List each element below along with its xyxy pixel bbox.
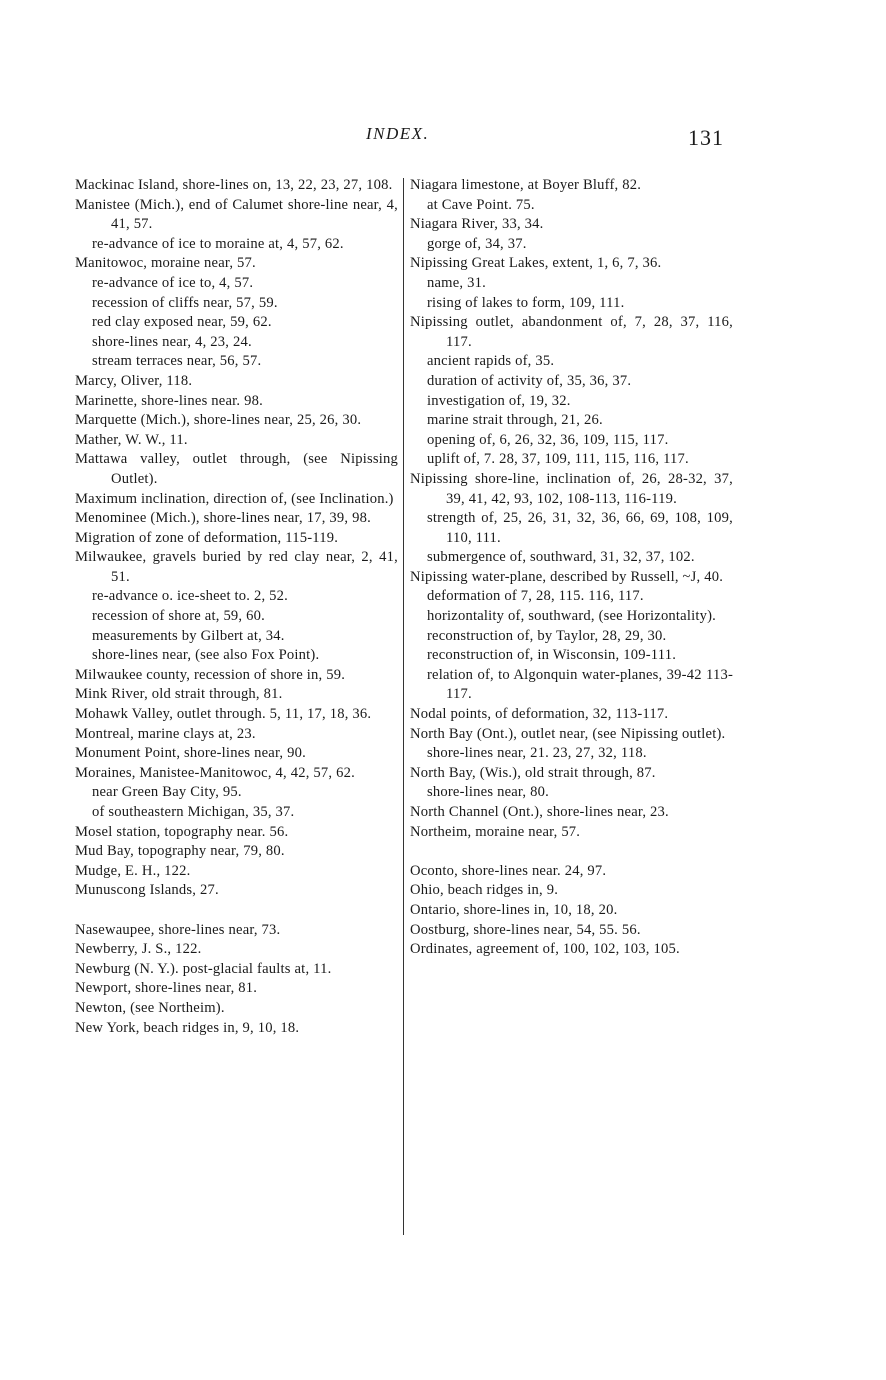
- index-subentry: duration of activity of, 35, 36, 37.: [427, 372, 632, 389]
- index-entry: Mosel station, topography near. 56.: [75, 823, 289, 840]
- index-subentry: stream terraces near, 56, 57.: [92, 353, 262, 370]
- index-entry: Nodal points, of deformation, 32, 113-117.: [410, 706, 669, 723]
- index-group-n: [75, 921, 398, 1039]
- index-subentry: investigation of, 19, 32.: [427, 392, 571, 409]
- index-subentry: re-advance of ice to, 4, 57.: [92, 274, 254, 291]
- index-entry: Ohio, beach ridges in, 9.: [410, 882, 559, 899]
- index-entry: Munuscong Islands, 27.: [75, 882, 219, 899]
- index-entry: Manitowoc, moraine near, 57.: [75, 255, 256, 272]
- index-entry: Mattawa valley, outlet through, (see Nipissing Outlet).: [75, 451, 398, 487]
- index-entry: Mackinac Island, shore-lines on, 13, 22, 23, 27, 108.: [75, 177, 393, 193]
- index-subentry: shore-lines near, 4, 23, 24.: [92, 333, 252, 350]
- group-spacer: [410, 842, 733, 862]
- index-entry: New York, beach ridges in, 9, 10, 18.: [75, 1019, 300, 1036]
- index-group-n-continued: [410, 176, 733, 842]
- index-subentry: marine strait through, 21, 26.: [427, 412, 603, 429]
- index-entry: Marinette, shore-lines near. 98.: [75, 392, 263, 409]
- index-subentry: recession of cliffs near, 57, 59.: [92, 294, 278, 311]
- index-entry: Mud Bay, topography near, 79, 80.: [75, 843, 285, 860]
- index-subentry: name, 31.: [427, 274, 486, 291]
- index-subentry: gorge of, 34, 37.: [427, 235, 527, 252]
- index-entry: Nipissing Great Lakes, extent, 1, 6, 7, 36.: [410, 255, 662, 272]
- index-entry: Marcy, Oliver, 118.: [75, 372, 193, 389]
- index-subentry: red clay exposed near, 59, 62.: [92, 314, 272, 331]
- index-entry: Newport, shore-lines near, 81.: [75, 980, 258, 997]
- index-subentry: relation of, to Algonquin water-planes, 39-42 113-117.: [427, 666, 733, 703]
- index-subentry: at Cave Point. 75.: [427, 196, 535, 213]
- index-entry: Northeim, moraine near, 57.: [410, 823, 581, 840]
- index-subentry: shore-lines near, 80.: [427, 784, 549, 801]
- index-entry: Nipissing outlet, abandonment of, 7, 28, 37, 116, 117.: [410, 314, 733, 350]
- index-entry: Moraines, Manistee-Manitowoc, 4, 42, 57, 62.: [75, 764, 355, 781]
- index-entry: North Bay (Ont.), outlet near, (see Nipissing outlet).: [410, 725, 726, 742]
- index-group-m: [75, 176, 398, 901]
- index-subentry: measurements by Gilbert at, 34.: [92, 627, 285, 644]
- index-group-o: [410, 862, 733, 960]
- index-subentry: horizontality of, southward, (see Horizontality).: [427, 608, 717, 625]
- index-subentry: shore-lines near, (see also Fox Point).: [92, 647, 320, 664]
- index-entry: Niagara River, 33, 34.: [410, 216, 544, 233]
- index-entry: Oostburg, shore-lines near, 54, 55. 56.: [410, 921, 641, 938]
- index-subentry: re-advance of ice to moraine at, 4, 57, 62.: [92, 235, 344, 252]
- index-subentry: submergence of, southward, 31, 32, 37, 102.: [427, 549, 695, 566]
- index-subentry: of southeastern Michigan, 35, 37.: [92, 804, 295, 820]
- index-entry: Montreal, marine clays at, 23.: [75, 725, 256, 742]
- index-entry: Ontario, shore-lines in, 10, 18, 20.: [410, 901, 618, 918]
- index-subentry: ancient rapids of, 35.: [427, 353, 555, 370]
- index-entry: Monument Point, shore-lines near, 90.: [75, 745, 306, 762]
- index-subentry: reconstruction of, in Wisconsin, 109-111.: [427, 647, 677, 664]
- page-header: [0, 124, 886, 156]
- index-entry: Newton, (see Northeim).: [75, 999, 225, 1016]
- index-subentry: near Green Bay City, 95.: [92, 784, 242, 801]
- index-entry: Mather, W. W., 11.: [75, 431, 188, 448]
- index-subentry: deformation of 7, 28, 115. 116, 117.: [427, 588, 644, 605]
- index-column-right: [410, 176, 733, 960]
- index-entry: Marquette (Mich.), shore-lines near, 25, 26, 30.: [75, 412, 362, 429]
- page-number: 131: [688, 125, 724, 150]
- column-divider: [403, 178, 404, 1235]
- index-entry: Newburg (N. Y.). post-glacial faults at, 11.: [75, 960, 332, 977]
- index-subentry: strength of, 25, 26, 31, 32, 36, 66, 69, 108, 109, 110, 111.: [427, 510, 733, 546]
- index-subentry: recession of shore at, 59, 60.: [92, 608, 265, 625]
- index-entry: Mohawk Valley, outlet through. 5, 11, 17, 18, 36.: [75, 706, 372, 723]
- index-entry: Manistee (Mich.), end of Calumet shore-line near, 4, 41, 57.: [75, 196, 398, 233]
- group-spacer: [75, 901, 398, 921]
- index-subentry: opening of, 6, 26, 32, 36, 109, 115, 117.: [427, 431, 669, 448]
- index-entry: Nipissing shore-line, inclination of, 26, 28-32, 37, 39, 41, 42, 93, 102, 108-113, 116-119.: [410, 470, 733, 507]
- index-subentry: re-advance o. ice-sheet to. 2, 52.: [92, 588, 289, 605]
- index-subentry: uplift of, 7. 28, 37, 109, 111, 115, 116, 117.: [427, 451, 689, 468]
- index-entry: Milwaukee county, recession of shore in, 59.: [75, 666, 346, 683]
- index-entry: Maximum inclination, direction of, (see Inclination.): [75, 490, 394, 507]
- index-subentry: rising of lakes to form, 109, 111.: [427, 294, 625, 311]
- index-subentry: reconstruction of, by Taylor, 28, 29, 30.: [427, 627, 667, 644]
- index-entry: Oconto, shore-lines near. 24, 97.: [410, 862, 607, 879]
- index-entry: North Bay, (Wis.), old strait through, 87.: [410, 764, 656, 781]
- index-entry: Newberry, J. S., 122.: [75, 941, 202, 958]
- index-entry: Menominee (Mich.), shore-lines near, 17, 39, 98.: [75, 510, 371, 527]
- index-entry: Milwaukee, gravels buried by red clay near, 2, 41, 51.: [75, 549, 398, 585]
- index-subentry: shore-lines near, 21. 23, 27, 32, 118.: [427, 745, 647, 762]
- index-entry: Mink River, old strait through, 81.: [75, 686, 283, 703]
- index-entry: Migration of zone of deformation, 115-119.: [75, 529, 339, 546]
- running-title: INDEX.: [366, 124, 430, 143]
- index-entry: Niagara limestone, at Boyer Bluff, 82.: [410, 177, 642, 193]
- index-column-left: [75, 176, 398, 1038]
- index-entry: Nasewaupee, shore-lines near, 73.: [75, 921, 281, 938]
- index-entry: Mudge, E. H., 122.: [75, 862, 191, 879]
- index-entry: Nipissing water-plane, described by Russell, ~J, 40.: [410, 568, 724, 585]
- index-entry: North Channel (Ont.), shore-lines near, 23.: [410, 804, 669, 820]
- index-entry: Ordinates, agreement of, 100, 102, 103, 105.: [410, 941, 680, 958]
